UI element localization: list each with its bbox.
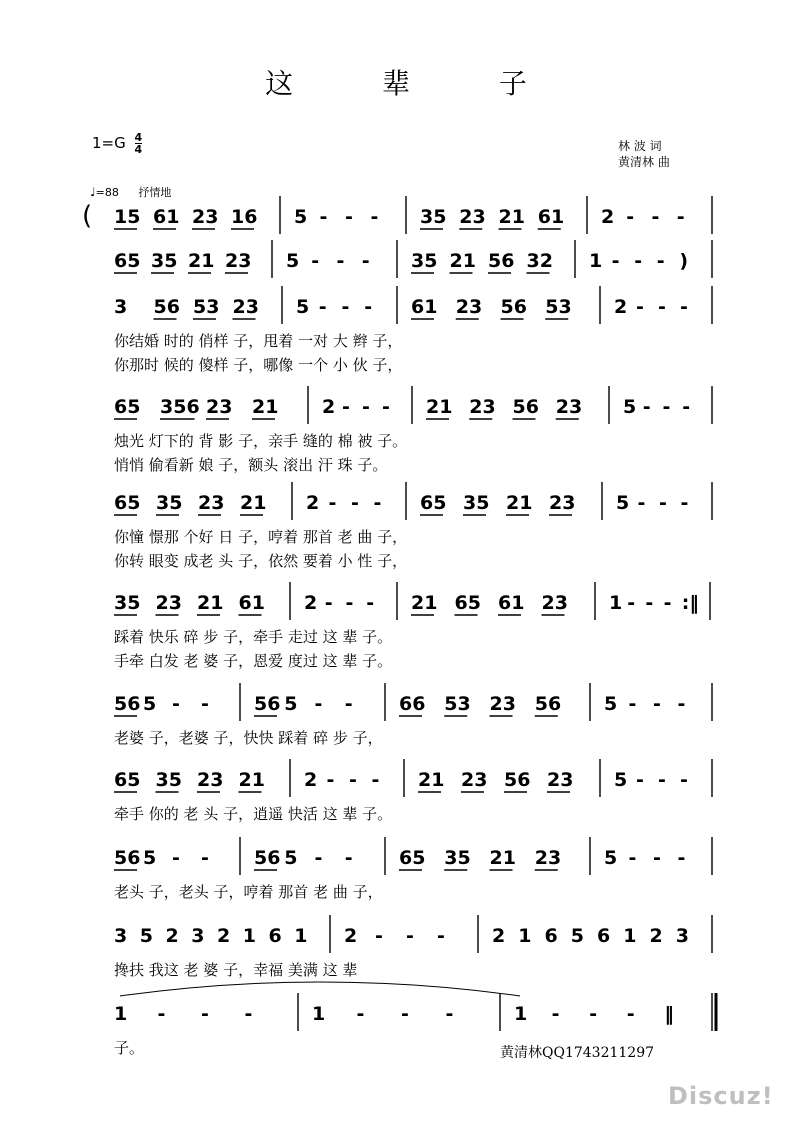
note-digits: 3 [675, 925, 689, 947]
note-digits: 5 [296, 296, 310, 318]
note-digits: - [645, 592, 654, 614]
note-digits: 2 [165, 925, 179, 947]
note-digits: 65 [114, 769, 141, 791]
note-digits: - [611, 250, 620, 272]
note-digits: 3 [114, 925, 128, 947]
key-label: 1=G [92, 134, 126, 152]
note-digits: - [382, 396, 390, 418]
note-digits: 21 [252, 396, 279, 418]
note-digits: 23 [549, 492, 576, 514]
note-digits: 5 [294, 206, 308, 228]
note-digits: 21 [449, 250, 476, 272]
note-digits: - [364, 296, 373, 318]
note-digits: 56 [534, 693, 562, 715]
lyric-line: 烛光 灯下的 背 影 子，亲手 缝的 棉 被 子。 [114, 432, 408, 450]
note-digits: 1 [609, 592, 623, 614]
note-digits: 2 [601, 206, 615, 228]
note-digits: 56 [504, 769, 531, 791]
note-digits: 65 [399, 847, 426, 869]
note-digits: 56 [153, 296, 180, 318]
lyric-line: 踩着 快乐 碎 步 子，牵手 走过 这 辈 子。 [114, 628, 393, 646]
note-digits: - [344, 693, 353, 715]
note-digits: 21 [506, 492, 533, 514]
note-digits: 23 [455, 296, 483, 318]
lyric-line: 你憧 憬那 个好 日 子，哼着 那首 老 曲 子， [114, 528, 408, 546]
note-digits: - [628, 693, 637, 715]
note-digits: 356 [160, 396, 200, 418]
note-digits: - [314, 847, 323, 869]
note-digits: 23 [489, 693, 516, 715]
note-digits: - [658, 769, 666, 791]
note-digits: 2 [304, 769, 318, 791]
note-digits: - [653, 847, 661, 869]
note-digits: 1 [114, 1003, 128, 1025]
note-digits: 1 [514, 1003, 528, 1025]
note-digits: 1 [518, 925, 532, 947]
note-digits: 65 [420, 492, 447, 514]
note-digits: 65 [114, 250, 141, 272]
note-digits: 66 [399, 693, 426, 715]
note-digits: 1 [312, 1003, 326, 1025]
note-digits: - [680, 492, 689, 514]
note-digits: 23 [459, 206, 486, 228]
note-digits: - [318, 296, 327, 318]
note-digits: 23 [198, 492, 225, 514]
note-digits: 6 [597, 925, 611, 947]
note-digits: 2 [322, 396, 336, 418]
note-digits: - [680, 296, 688, 318]
note-digits: 1 [294, 925, 308, 947]
note-digits: 65 [454, 592, 481, 614]
note-digits: 56 [114, 693, 141, 715]
note-digits: - [626, 206, 635, 228]
note-digits: - [370, 206, 379, 228]
note-digits: - [662, 396, 671, 418]
note-digits: 16 [231, 206, 258, 228]
note-digits: 2 [344, 925, 358, 947]
note-digits: 6 [544, 925, 558, 947]
note-digits: - [361, 250, 370, 272]
note-digits: 35 [420, 206, 447, 228]
lyric-line: 悄悄 偷看新 娘 子，额头 滚出 汗 珠 子。 [114, 456, 388, 474]
note-digits: - [366, 592, 375, 614]
note-digits: 23 [206, 396, 233, 418]
note-digits: 53 [193, 296, 220, 318]
note-digits: 5 [623, 396, 637, 418]
page-title: 这 辈 子 [265, 67, 567, 100]
note-digits: 5 [604, 847, 618, 869]
lyric-line: 子。 [114, 1039, 145, 1057]
lyric-line: 老头 子，老头 子，哼着 那首 老 曲 子， [114, 883, 383, 901]
note-digits: 5 [284, 847, 298, 869]
note-digits: 65 [114, 492, 141, 514]
note-digits: 1 [623, 925, 637, 947]
note-digits: - [677, 693, 686, 715]
note-digits: - [627, 592, 636, 614]
note-digits: - [445, 1003, 454, 1025]
note-digits: 23 [461, 769, 488, 791]
note-digits: - [345, 206, 353, 228]
note-digits: - [437, 925, 445, 947]
note-digits: 21 [426, 396, 453, 418]
note-digits: 53 [545, 296, 572, 318]
watermark-logo: Discuz! [668, 1082, 774, 1110]
note-digits: 56 [500, 296, 527, 318]
note-digits: - [345, 592, 354, 614]
note-digits: - [172, 847, 180, 869]
note-digits: - [319, 206, 328, 228]
note-digits: - [341, 296, 350, 318]
note-digits: 5 [139, 925, 153, 947]
note-digits: - [677, 847, 686, 869]
note-digits: - [551, 1003, 560, 1025]
note-digits: 23 [541, 592, 568, 614]
note-digits: - [201, 847, 209, 869]
note-digits: - [659, 492, 667, 514]
note-digits: 5 [614, 769, 628, 791]
time-denominator: 4 [134, 143, 143, 156]
note-digits: 35 [411, 250, 438, 272]
note-digits: - [663, 592, 672, 614]
note-digits: 21 [489, 847, 516, 869]
note-digits: 35 [114, 592, 141, 614]
note-digits: - [636, 296, 644, 318]
note-digits: - [371, 769, 380, 791]
note-digits: 5 [143, 693, 157, 715]
note-digits: 21 [411, 592, 438, 614]
note-digits: 61 [498, 592, 525, 614]
note-digits: - [314, 693, 323, 715]
note-digits: 56 [114, 847, 141, 869]
lyric-line: 老婆 子，老婆 子，快快 踩着 碎 步 子， [114, 729, 383, 747]
tie-arc [120, 982, 520, 996]
lyric-line: 你结婚 时的 俏样 子，甩着 一对 大 辫 子， [114, 332, 403, 350]
note-digits: 53 [444, 693, 471, 715]
note-digits: - [628, 847, 637, 869]
note-digits: 2 [649, 925, 663, 947]
note-digits: 35 [463, 492, 490, 514]
repeat-open-paren: ( [82, 201, 93, 231]
note-digits: - [634, 250, 643, 272]
note-digits: - [656, 250, 665, 272]
note-digits: - [651, 206, 660, 228]
note-digits: 56 [512, 396, 539, 418]
note-digits: 35 [155, 769, 182, 791]
note-digits: 23 [232, 296, 259, 318]
note-digits: - [375, 925, 383, 947]
lyric-line: 手牵 白发 老 婆 子，恩爱 度过 这 辈 子。 [114, 652, 393, 670]
note-digits: 56 [254, 847, 281, 869]
note-digits: - [658, 296, 666, 318]
note-digits: 61 [411, 296, 438, 318]
note-digits: - [373, 492, 382, 514]
note-digits: - [642, 396, 651, 418]
note-digits: 21 [240, 492, 267, 514]
note-digits: 1 [589, 250, 603, 272]
note-digits: :‖ [681, 592, 699, 614]
note-digits: - [157, 1003, 166, 1025]
note-digits: 65 [114, 396, 141, 418]
note-digits: 21 [238, 769, 265, 791]
note-digits: 3 [114, 296, 128, 318]
note-digits: - [336, 250, 345, 272]
note-digits: - [626, 1003, 635, 1025]
note-digits: 23 [155, 592, 182, 614]
lyricist: 林 波 词 [618, 139, 662, 153]
note-digits: 32 [526, 250, 553, 272]
note-digits: 1 [242, 925, 256, 947]
note-digits: - [680, 769, 688, 791]
note-digits: 5 [286, 250, 300, 272]
note-digits: - [682, 396, 691, 418]
note-digits: 2 [614, 296, 628, 318]
note-digits: - [356, 1003, 365, 1025]
note-digits: 5 [284, 693, 298, 715]
note-digits: 5 [616, 492, 630, 514]
note-digits: - [406, 925, 414, 947]
note-digits: 21 [188, 250, 215, 272]
time-numerator: 4 [134, 131, 143, 144]
lyric-line: 牵手 你的 老 头 子，逍遥 快活 这 辈 子。 [114, 805, 393, 823]
note-digits: - [637, 492, 646, 514]
note-digits: 61 [238, 592, 265, 614]
note-digits: 21 [197, 592, 224, 614]
note-digits: 5 [143, 847, 157, 869]
note-digits: 23 [469, 396, 496, 418]
note-digits: - [636, 769, 644, 791]
lyric-line: 你那时 候的 傻样 子，哪像 一个 小 伙 子， [114, 356, 403, 374]
note-digits: 21 [418, 769, 445, 791]
note-digits: 23 [534, 847, 562, 869]
note-digits: ) [679, 250, 689, 272]
note-digits: - [201, 693, 209, 715]
note-digits: 56 [488, 250, 515, 272]
note-digits: 23 [547, 769, 574, 791]
mood-marking: 抒情地 [138, 186, 172, 199]
lyric-line: 你转 眼变 成老 头 子，依然 要着 小 性 子， [114, 552, 408, 570]
note-digits: - [342, 396, 350, 418]
note-digits: 15 [114, 206, 141, 228]
note-digits: 23 [225, 250, 252, 272]
note-digits: - [326, 769, 335, 791]
note-digits: - [244, 1003, 253, 1025]
composer: 黄清林 曲 [618, 155, 670, 169]
note-digits: - [311, 250, 320, 272]
note-digits: - [676, 206, 685, 228]
signature: 黄清林QQ1743211297 [500, 1045, 655, 1061]
quarter-note-icon: ♩ [90, 185, 96, 199]
note-digits: 2 [492, 925, 506, 947]
note-digits: 23 [192, 206, 219, 228]
note-digits: - [172, 693, 180, 715]
note-digits: 2 [306, 492, 320, 514]
note-digits: 5 [604, 693, 618, 715]
note-digits: 23 [555, 396, 583, 418]
note-digits: 2 [304, 592, 318, 614]
note-digits: - [589, 1003, 598, 1025]
note-digits: - [401, 1003, 409, 1025]
note-digits: - [324, 592, 333, 614]
note-digits: 3 [191, 925, 205, 947]
note-digits: 2 [217, 925, 231, 947]
note-digits: 6 [268, 925, 282, 947]
note-digits: - [351, 492, 359, 514]
note-digits: 5 [570, 925, 584, 947]
note-digits: 35 [156, 492, 183, 514]
note-digits: - [328, 492, 337, 514]
note-digits: 23 [197, 769, 224, 791]
tempo-value: =88 [95, 186, 119, 199]
note-digits: 35 [444, 847, 471, 869]
note-digits: 35 [151, 250, 178, 272]
note-digits: ‖ [664, 1003, 674, 1025]
note-digits: - [362, 396, 370, 418]
note-digits: 56 [254, 693, 281, 715]
note-digits: 61 [153, 206, 180, 228]
lyric-line: 搀扶 我这 老 婆 子，幸福 美满 这 辈 [114, 961, 358, 979]
note-digits: 21 [498, 206, 525, 228]
note-digits: - [344, 847, 353, 869]
note-digits: - [349, 769, 357, 791]
note-digits: 61 [537, 206, 565, 228]
note-digits: - [201, 1003, 209, 1025]
note-digits: - [653, 693, 661, 715]
